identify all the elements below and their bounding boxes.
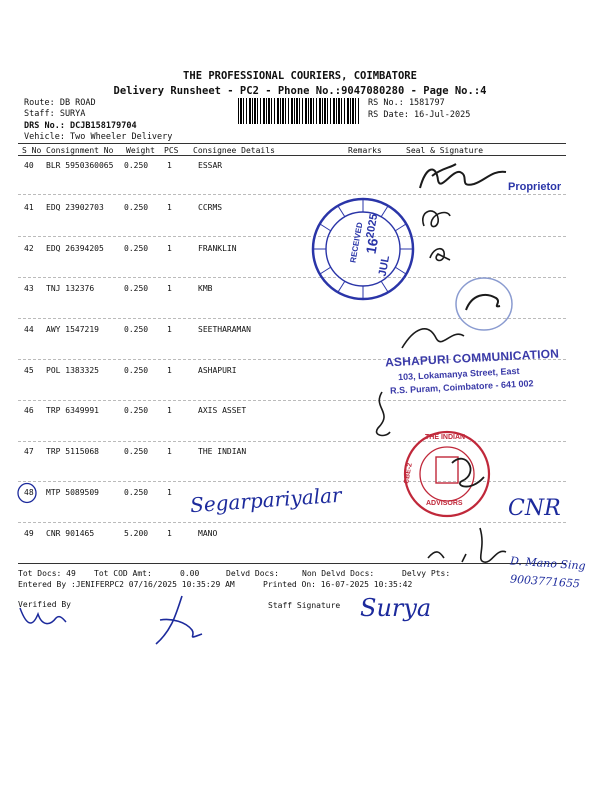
col-consignment: Consignment No: [46, 146, 114, 155]
row-weight: 0.250: [124, 488, 149, 497]
row-weight: 0.250: [124, 406, 149, 415]
row49-signature: [422, 518, 512, 574]
proprietor-signature: [412, 158, 512, 198]
row-sno: 44: [24, 325, 34, 334]
tot-cod-value: 0.00: [180, 569, 200, 578]
non-delvd-docs: Non Delvd Docs:: [302, 569, 375, 578]
row48-handwritten-name: Segarpariyalar: [189, 482, 343, 518]
row-consignee: FRANKLIN: [198, 244, 237, 253]
row-sno: 43: [24, 284, 34, 293]
row-weight: 0.250: [124, 325, 149, 334]
row-sno: 40: [24, 161, 34, 170]
row-sno: 49: [24, 529, 34, 538]
row-divider: [18, 236, 566, 237]
surya-signature: Surya: [360, 594, 432, 622]
row-pcs: 1: [167, 203, 172, 212]
row-sno: 48: [24, 488, 34, 497]
row-consignment: EDQ 23902703: [46, 203, 104, 212]
printed-on: Printed On: 16-07-2025 10:35:42: [263, 580, 413, 589]
row-pcs: 1: [167, 366, 172, 375]
received-day: 16: [362, 236, 382, 256]
row-weight: 0.250: [124, 203, 149, 212]
verified-by-signature: [16, 600, 68, 632]
row41-signature: [414, 202, 454, 234]
rs-number: RS No.: 1581797: [368, 98, 445, 108]
row-weight: 0.250: [124, 244, 149, 253]
row-pcs: 1: [167, 488, 172, 497]
cnr-handwriting: CNR: [508, 496, 561, 521]
row-pcs: 1: [167, 447, 172, 456]
row-consignee: ASHAPURI: [198, 366, 237, 375]
row-weight: 5.200: [124, 529, 149, 538]
tot-docs: Tot Docs: 49: [18, 569, 76, 578]
row-consignee: THE INDIAN: [198, 447, 247, 456]
received-month: JUL: [376, 254, 393, 278]
row-consignment: POL 1383325: [46, 366, 99, 375]
col-seal: Seal & Signature: [406, 146, 484, 155]
row-divider: [18, 400, 566, 401]
col-consignee: Consignee Details: [193, 146, 275, 155]
received-word: RECEIVED: [348, 221, 365, 264]
mano-handwriting: D. Mano Sing: [509, 554, 586, 573]
row-consignment: EDQ 26394205: [46, 244, 104, 253]
row-consignment: TRP 6349991: [46, 406, 99, 415]
staff-initial-signature: [146, 590, 210, 650]
ashapuri-stamp-address1: 103, Lokamanya Street, East: [397, 365, 520, 383]
row-consignee: MANO: [198, 529, 218, 538]
row-consignment: BLR 5950360065: [46, 161, 114, 170]
row-sno: 42: [24, 244, 34, 253]
indian-stamp-bottom: ADVISORS: [426, 500, 463, 507]
row-pcs: 1: [167, 284, 172, 293]
ashapuri-stamp-address2: R.S. Puram, Coimbatore - 641 002: [389, 378, 534, 396]
row-sno: 45: [24, 366, 34, 375]
row-sno: 47: [24, 447, 34, 456]
row48-circle-mark: [16, 482, 38, 504]
company-title: THE PROFESSIONAL COURIERS, COIMBATORE: [183, 70, 417, 82]
col-sno: S No: [22, 146, 42, 155]
row-pcs: 1: [167, 244, 172, 253]
indian-stamp-top: THE INDIAN: [425, 434, 466, 441]
runsheet-subtitle: Delivery Runsheet - PC2 - Phone No.:9047080280 - Page No.:4: [113, 85, 487, 97]
delvy-pts: Delvy Pts:: [402, 569, 451, 578]
row-consignment: AWY 1547219: [46, 325, 99, 334]
delvd-docs: Delvd Docs:: [226, 569, 279, 578]
row-consignee: CCRMS: [198, 203, 223, 212]
row-pcs: 1: [167, 325, 172, 334]
entered-by: Entered By :JENIFERPC2 07/16/2025 10:35:29 AM: [18, 580, 235, 589]
phone-handwriting: 9003771655: [509, 572, 581, 591]
row-sno: 41: [24, 203, 34, 212]
row42-signature: [424, 240, 454, 268]
row-consignee: KMB: [198, 284, 213, 293]
vehicle-label: Vehicle: Two Wheeler Delivery: [24, 132, 173, 142]
ashapuri-stamp-name: ASHAPURI COMMUNICATION: [384, 346, 560, 370]
verified-by-label: Verified By: [18, 600, 71, 609]
col-remarks: Remarks: [348, 146, 382, 155]
col-weight: Weight: [126, 146, 155, 155]
col-pcs: PCS: [164, 146, 179, 155]
header-rule-top: [18, 143, 566, 144]
row-consignee: AXIS ASSET: [198, 406, 247, 415]
staff-label: Staff: SURYA: [24, 109, 86, 119]
row-pcs: 1: [167, 529, 172, 538]
rs-date: RS Date: 16-Jul-2025: [368, 110, 471, 120]
row-consignment: TNJ 132376: [46, 284, 95, 293]
proprietor-stamp: Proprietor: [508, 181, 562, 193]
staff-signature-label: Staff Signature: [268, 601, 341, 610]
row-consignee: SEETHARAMAN: [198, 325, 251, 334]
barcode-image: [238, 98, 360, 124]
row-pcs: 1: [167, 406, 172, 415]
drs-number: DRS No.: DCJB158179704: [24, 121, 137, 131]
row-consignment: TRP 5115068: [46, 447, 99, 456]
row-weight: 0.250: [124, 161, 149, 170]
received-year: 2025: [364, 212, 381, 240]
row-consignment: CNR 901465: [46, 529, 95, 538]
row-weight: 0.250: [124, 447, 149, 456]
header-rule-bottom: [18, 155, 566, 156]
row-weight: 0.250: [124, 284, 149, 293]
route-label: Route: DB ROAD: [24, 98, 96, 108]
tot-cod-label: Tot COD Amt:: [94, 569, 152, 578]
row-consignment: MTP 5089509: [46, 488, 99, 497]
row-weight: 0.250: [124, 366, 149, 375]
row45-signature: [364, 388, 404, 444]
row-sno: 46: [24, 406, 34, 415]
row-pcs: 1: [167, 161, 172, 170]
indian-stamp-side: CBE-2: [403, 462, 414, 485]
row-consignee: ESSAR: [198, 161, 223, 170]
